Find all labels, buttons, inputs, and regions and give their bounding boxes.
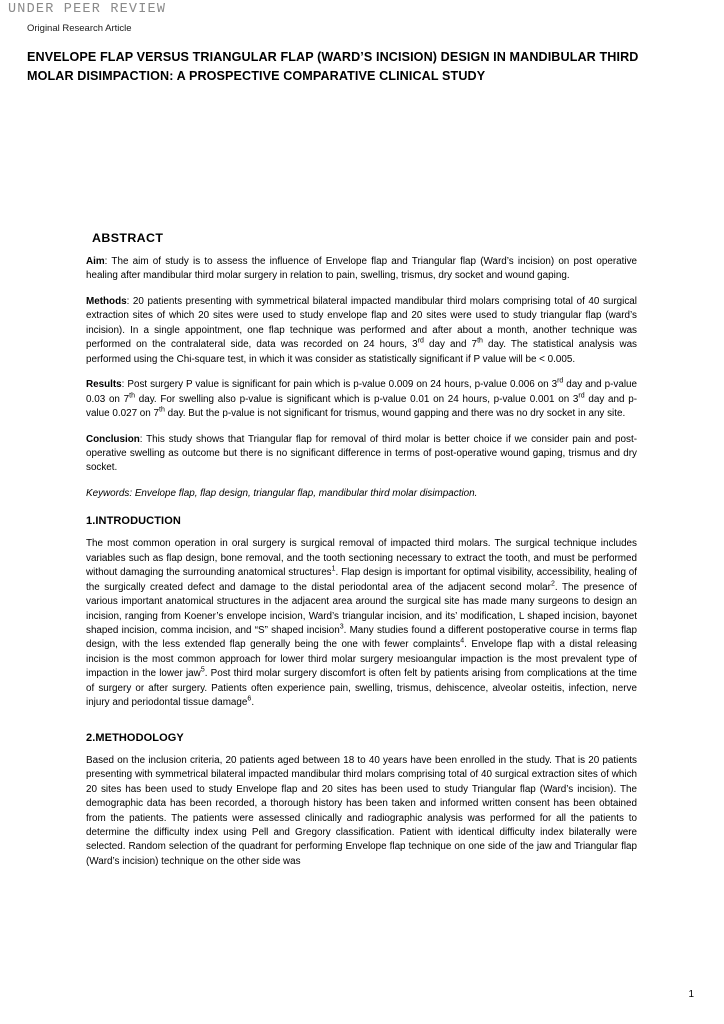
- page-title: ENVELOPE FLAP VERSUS TRIANGULAR FLAP (WARD’S INCISION) DESIGN IN MANDIBULAR THIRD MOLAR DISIMPACTION: A PROSPECTIVE COMPARATIVE CLINICAL STUDY: [27, 50, 639, 84]
- page-number: 1: [688, 989, 694, 1000]
- ref-3: 3: [339, 623, 344, 631]
- article-body: [86, 255, 637, 880]
- introduction-text-2: . Flap design is important for optimal visibility, accessibility, healing of the surgically created defect and damage to the distal periodontal area of the adjacent second molar: [86, 567, 637, 593]
- results-text-1: : Post surgery P value is significant for pain which is p-value 0.009 on 24 hours, p-value 0.006 on 3: [121, 379, 558, 391]
- ref-1: 1: [331, 565, 336, 573]
- ref-5: 5: [200, 667, 205, 675]
- conclusion-label: Conclusion: [86, 433, 140, 445]
- abstract-heading: ABSTRACT: [92, 231, 164, 245]
- introduction-text-0: The most common operation in oral surgery is surgical removal of impacted third molars. The surgical technique includes variables such as flap design, bone removal, and the tooth sectioning necessary to extract the tooth, and must be performed without damaging the surrounding anatomical structures: [86, 538, 637, 579]
- results-sup-1: rd: [557, 377, 564, 385]
- conclusion-text: : This study shows that Triangular flap for removal of third molar is better choice if we consider pain and post-operative swelling as outcome but there is no significant difference in terms of post-operative wound gaping, trismus and dry socket.: [86, 433, 637, 474]
- methods-text-1: : 20 patients presenting with symmetrical bilateral impacted mandibular third molars comprising total of 40 surgical extraction sites of which 20 sites were used to study envelope flap and 20 sites were used to study triangular flap (ward’s incision). In a single appointment, one flap technique was performed and after about a month, another technique was performed on the contralateral side, data was recorded on 24 hours, 3: [86, 295, 637, 351]
- methods-sup-2: th: [477, 337, 483, 345]
- ref-4: 4: [460, 638, 465, 646]
- section-heading-introduction: 1.INTRODUCTION: [86, 515, 181, 528]
- section-spacer: [86, 722, 637, 726]
- introduction-text-6: . Many studies found a different postoperative course in terms flap design, with the less extended flap generally being the one with fewer complaints: [86, 624, 637, 651]
- abstract-methods-paragraph: [86, 295, 637, 367]
- introduction-text-4: . The presence of various important anatomical structures in the adjacent area around the surgical site has made many surgeons to design an incision, ranging from Koener’s envelope incision, Ward’s triangular incision, and its’ modification, L shaped incision, bayonet shaped incision, comma incision, and “S” shaped incision: [86, 581, 637, 636]
- results-text-5: day. But the p-value is not significant for trismus, wound gapping and there was no dry socket in any site.: [164, 408, 626, 420]
- article-type-label: Original Research Article: [27, 23, 132, 34]
- methods-text-2: day and 7: [423, 339, 478, 351]
- results-sup-4: th: [159, 406, 165, 414]
- introduction-text-12: .: [251, 697, 255, 709]
- methods-label: Methods: [86, 295, 127, 307]
- results-sup-2: th: [129, 392, 135, 400]
- ref-6: 6: [247, 695, 252, 703]
- aim-text: : The aim of study is to assess the influence of Envelope flap and Triangular flap (Ward’s incision) on post operative healing after mandibular third molar surgery in relation to pain, swelling, trismus, dry socket and wound gaping.: [86, 256, 637, 282]
- keywords-line: Keywords: Envelope flap, flap design, triangular flap, mandibular third molar disimpaction.: [86, 487, 478, 499]
- results-text-2: day and p-value 0.03 on 7: [86, 379, 637, 405]
- results-label: Results: [86, 379, 122, 391]
- aim-label: Aim: [86, 256, 105, 267]
- introduction-text-8: . Envelope flap with a distal releasing incision is the most common approach for lower third molar surgery mesioangular impaction is the most prevalent type of impaction in the lower jaw: [86, 639, 637, 680]
- results-sup-3: rd: [578, 392, 585, 400]
- introduction-text-10: . Post third molar surgery discomfort is often felt by patients arising from complications at the time of surgery or after surgery. Patients often experience pain, swelling, trismus, dehiscence, alveolar osteitis, infection, nerve injury and periodontal tissue damage: [86, 668, 637, 709]
- methods-text-3: day. The statistical analysis was performed using the Chi-square test, in which it was consider as statistically significant if P value will be < 0.005.: [86, 339, 637, 365]
- results-text-3: day. For swelling also p-value is significant which is p-value 0.01 on 24 hours, p-value 0.001 on 3: [135, 393, 579, 405]
- abstract-conclusion-paragraph: [86, 433, 637, 476]
- abstract-results-paragraph: [86, 378, 637, 421]
- results-text-4: day and p-value 0.027 on 7: [86, 393, 638, 420]
- abstract-aim-paragraph: [86, 255, 637, 284]
- methods-sup-1: rd: [417, 337, 424, 345]
- methodology-paragraph: Based on the inclusion criteria, 20 patients aged between 18 to 40 years have been enrolled in the study. That is 20 patients presenting with symmetrical bilateral impacted mandibular third molars comprising total of 40 surgical extraction sites of which 20 sites has been used to study Envelope flap and 20 sites has been used to study Triangular flap (Ward’s incision). The demographic data has been recorded, a thorough history has been taken and informed written consent has been obtained from the patients. The patients were assessed clinically and radiographic analysis was performed for all the patients to determine the difficulty index using Pell and Gregory classification. Patient with identical difficulty index bilaterally were selected. Random selection of the quadrant for performing Envelope flap technique on one side of the jaw and Triangular flap (Ward’s incision) technique on the other side was: [86, 754, 637, 867]
- peer-review-watermark: UNDER PEER REVIEW: [8, 2, 167, 17]
- ref-2: 2: [550, 580, 555, 588]
- section-heading-methodology: 2.METHODOLOGY: [86, 731, 184, 744]
- introduction-paragraph: [86, 537, 637, 710]
